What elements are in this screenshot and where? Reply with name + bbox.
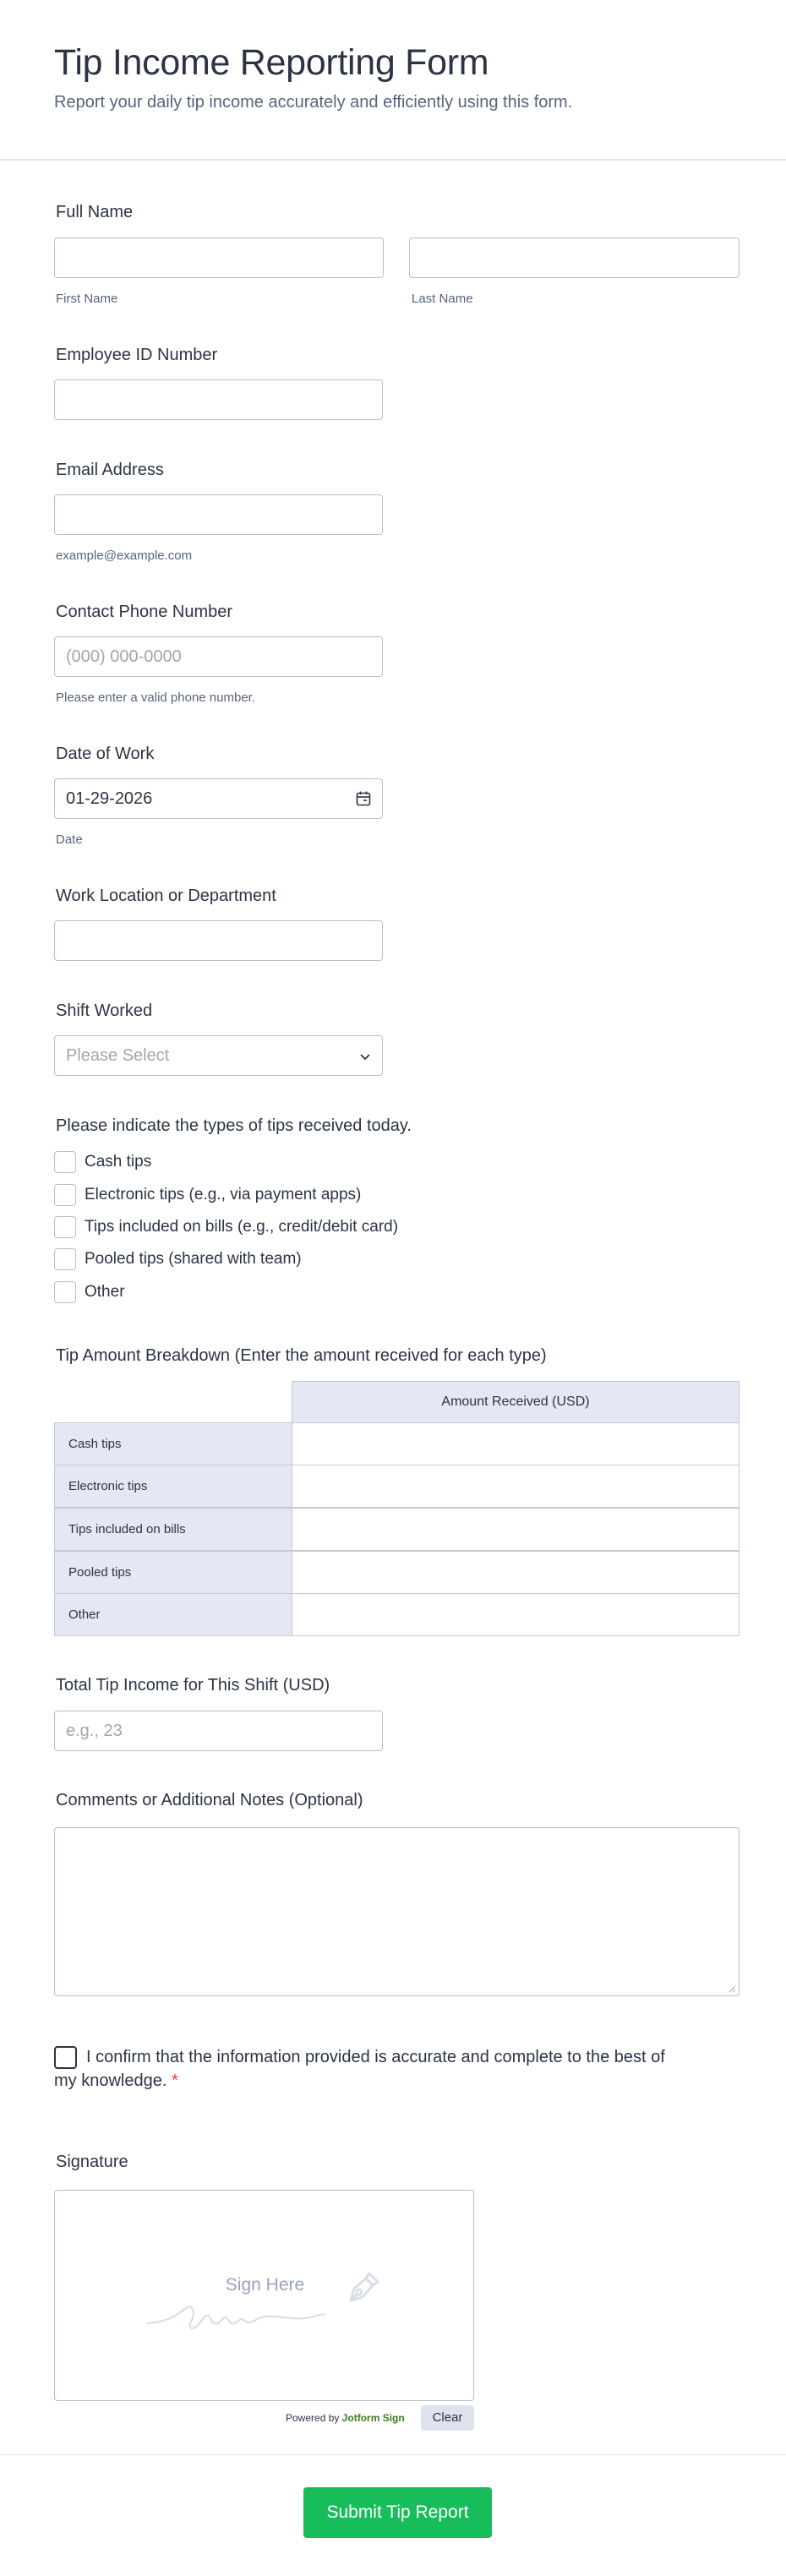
- matrix-input-cell[interactable]: [292, 1422, 740, 1465]
- checkbox[interactable]: [54, 1151, 76, 1173]
- form-title: Tip Income Reporting Form: [54, 42, 489, 83]
- total-input[interactable]: [54, 1711, 383, 1751]
- phone-label: Contact Phone Number: [56, 603, 233, 621]
- calendar-icon[interactable]: [355, 790, 372, 807]
- required-asterisk: *: [171, 2071, 178, 2090]
- email-label: Email Address: [56, 461, 164, 479]
- tip-type-option-label: Cash tips: [85, 1153, 152, 1171]
- tip-type-option-label: Other: [85, 1283, 125, 1301]
- submit-button[interactable]: Submit Tip Report: [303, 2487, 492, 2538]
- matrix-input-cell[interactable]: [292, 1593, 740, 1636]
- total-label: Total Tip Income for This Shift (USD): [56, 1676, 330, 1695]
- form-header: [0, 0, 786, 161]
- comments-label: Comments or Additional Notes (Optional): [56, 1791, 363, 1809]
- powered-by-text: [286, 2412, 405, 2424]
- footer-divider: [0, 2454, 786, 2455]
- matrix-input-cell[interactable]: [292, 1465, 740, 1508]
- email-input[interactable]: [54, 494, 383, 535]
- matrix-column-header: Amount Received (USD): [292, 1381, 740, 1423]
- tip-types-label: Please indicate the types of tips received today.: [56, 1116, 412, 1135]
- work-location-input[interactable]: [54, 920, 383, 961]
- resize-handle-icon[interactable]: [728, 1984, 736, 1993]
- jotform-sign-link[interactable]: Jotform Sign: [341, 2412, 405, 2424]
- phone-placeholder: (000) 000-0000: [66, 647, 182, 666]
- checkbox[interactable]: [54, 1248, 76, 1270]
- last-name-sublabel: Last Name: [412, 292, 473, 306]
- phone-sublabel: Please enter a valid phone number.: [56, 690, 255, 705]
- matrix-row-label: Other: [54, 1593, 292, 1636]
- comments-textarea[interactable]: [54, 1827, 740, 1996]
- tip-type-option-label: Electronic tips (e.g., via payment apps): [85, 1186, 362, 1203]
- matrix-row-label: Electronic tips: [54, 1465, 292, 1508]
- first-name-sublabel: First Name: [56, 292, 118, 306]
- signature-pad[interactable]: [54, 2190, 474, 2401]
- shift-select[interactable]: [54, 1035, 383, 1076]
- checkbox[interactable]: [54, 1216, 76, 1238]
- form-subtitle: Report your daily tip income accurately and efficiently using this form.: [54, 93, 573, 112]
- matrix-input-cell[interactable]: [292, 1551, 740, 1594]
- employee-id-input[interactable]: [54, 379, 383, 420]
- full-name-label: Full Name: [56, 203, 134, 221]
- date-of-work-input[interactable]: [54, 778, 383, 819]
- tip-type-option-label: Pooled tips (shared with team): [85, 1250, 302, 1268]
- matrix-row-label: Cash tips: [54, 1422, 292, 1465]
- phone-input[interactable]: [54, 636, 383, 677]
- tip-type-option-label: Tips included on bills (e.g., credit/debit card): [85, 1218, 399, 1236]
- confirm-text: I confirm that the information provided is accurate and complete to the best of my knowledge.: [54, 2048, 665, 2090]
- date-sublabel: Date: [56, 832, 83, 847]
- work-location-label: Work Location or Department: [56, 887, 276, 905]
- total-placeholder: e.g., 23: [66, 1722, 123, 1740]
- checkbox[interactable]: [54, 1281, 76, 1303]
- email-sublabel: example@example.com: [56, 548, 193, 563]
- clear-signature-button[interactable]: Clear: [421, 2405, 474, 2431]
- powered-prefix: Powered by: [286, 2412, 340, 2424]
- employee-id-label: Employee ID Number: [56, 346, 218, 364]
- matrix-row-label: Pooled tips: [54, 1551, 292, 1594]
- shift-label: Shift Worked: [56, 1001, 153, 1020]
- confirm-statement: [54, 2045, 680, 2093]
- checkbox[interactable]: [54, 1184, 76, 1206]
- matrix-row-label: Tips included on bills: [54, 1508, 292, 1551]
- matrix-input-cell[interactable]: [292, 1508, 740, 1551]
- sign-here-text: Sign Here: [225, 2275, 305, 2295]
- shift-placeholder: Please Select: [66, 1046, 170, 1065]
- breakdown-label: Tip Amount Breakdown (Enter the amount received for each type): [56, 1346, 547, 1365]
- pen-icon: [342, 2268, 383, 2309]
- last-name-input[interactable]: [409, 237, 740, 278]
- date-of-work-label: Date of Work: [56, 745, 155, 763]
- signature-label: Signature: [56, 2153, 128, 2171]
- first-name-input[interactable]: [54, 237, 384, 278]
- chevron-down-icon: [358, 1050, 372, 1063]
- date-value: 01-29-2026: [66, 789, 153, 808]
